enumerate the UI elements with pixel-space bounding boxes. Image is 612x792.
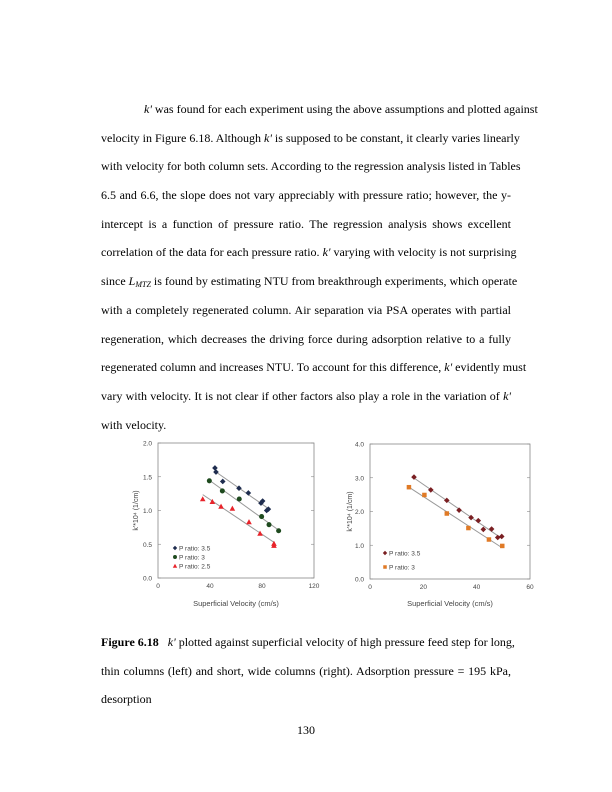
y-tick-label: 0.5 [142,541,152,549]
text-run: intercept is a function of pressure ratio. The regression analysis shows excellent [101,216,511,231]
page-number: 130 [297,723,315,737]
data-point [499,534,505,540]
data-point [407,485,411,489]
x-tick-label: 40 [206,583,214,590]
trendline [414,478,502,538]
data-point [257,531,263,536]
text-line [101,382,511,411]
text-run: regeneration, which decreases the driving force during adsorption relative to a fully [101,331,511,346]
data-point [271,541,277,546]
text-run: 6.5 and 6.6, the slope does not vary appreciably with pressure ratio; however, the y- [101,188,511,203]
data-point [468,515,474,521]
data-point [210,499,216,504]
text-run: is found by estimating NTU from breakthrough experiments, which operate [150,274,518,289]
data-point [220,479,226,485]
text-run: with velocity for both column sets. According to the regression analysis listed in Tables [101,159,521,174]
text-run: is supposed to be constant, it clearly varies linearly [271,130,520,145]
italic-symbol: k' [503,388,511,403]
data-point [466,526,470,530]
data-point [264,508,270,514]
text-line [101,411,511,440]
data-point [445,511,449,515]
text-run: vary with velocity. It is not clear if other factors also play a role in the variation of [101,388,504,403]
y-axis-label: k'*10⁴ (1/cm) [133,490,140,531]
data-point [495,535,501,541]
data-point [267,522,272,527]
data-point [213,469,219,475]
italic-symbol: L [128,274,136,289]
y-tick-label: 2.0 [354,509,364,516]
text-line [101,353,527,382]
figure-caption [101,628,515,714]
data-point [260,498,266,504]
data-point [246,490,252,496]
trendline [209,480,278,530]
y-tick-label: 4.0 [354,441,364,449]
text-run: evidently must [452,360,527,375]
data-point [259,514,264,519]
data-point [487,537,491,541]
text-line [101,181,511,210]
text-line [101,267,518,296]
italic-symbol: k' [444,360,453,375]
x-axis-label: Superficial Velocity (cm/s) [407,599,493,608]
caption-line3: desorption [101,692,152,707]
data-point [411,474,417,480]
figure-label: Figure 6.18 [101,635,159,649]
data-point [475,518,481,524]
subscript: MTZ [135,280,151,290]
y-tick-label: 1.0 [142,508,152,515]
data-point [276,528,281,533]
body-paragraph [101,95,538,439]
y-tick-label: 3.0 [354,475,364,483]
x-tick-label: 0 [156,583,160,590]
data-point [218,504,224,509]
legend-marker [383,565,387,569]
data-point [237,497,242,502]
data-point [230,506,236,511]
text-run: was found for each experiment using the above assumptions and plotted against [151,102,538,116]
data-point [456,507,462,513]
x-tick-label: 80 [258,583,266,590]
data-point [428,487,434,493]
y-tick-label: 0.0 [142,575,152,583]
data-point [481,527,487,533]
plot-frame [370,444,530,579]
data-point [266,506,272,512]
legend-marker [173,555,177,559]
trendline [203,495,274,543]
text-run: since [101,274,129,289]
text-run: regenerated column and increases NTU. To account for this difference, [101,360,445,375]
x-tick-label: 120 [308,583,320,590]
x-tick-label: 60 [526,584,534,591]
x-tick-label: 40 [473,584,481,591]
text-run: with a completely regenerated column. Air separation via PSA operates with partial [101,302,511,317]
y-tick-label: 0.0 [354,576,364,584]
y-axis-label: k'*10⁴ (1/cm) [347,491,354,532]
data-point [258,500,264,506]
caption-line1: plotted against superficial velocity of high pressure feed step for long, [175,635,515,649]
text-line [101,210,511,239]
data-point [444,498,450,504]
italic-symbol: k' [322,245,331,260]
text-run: with velocity. [101,417,167,432]
x-tick-label: 20 [419,584,427,591]
legend-marker [173,546,177,550]
data-point [207,478,212,483]
caption-kprime: k' [167,635,176,649]
y-tick-label: 1.0 [354,542,364,550]
text-line [101,124,520,153]
data-point [220,488,225,493]
legend-label: P ratio: 3.5 [389,550,421,558]
text-line [101,325,511,354]
data-point [422,493,426,497]
y-tick-label: 1.5 [142,474,152,482]
text-run: correlation of the data for each pressure ratio. [101,245,323,260]
plot-frame [158,443,314,578]
text-line [101,95,538,124]
legend-label: P ratio: 3.5 [179,545,211,553]
legend-label: P ratio: 3 [179,554,205,562]
x-axis-label: Superficial Velocity (cm/s) [193,599,279,608]
text-line [101,238,517,267]
x-tick-label: 0 [368,584,372,591]
data-point [246,519,252,524]
legend-marker [383,551,387,555]
italic-symbol: k' [264,130,272,145]
text-run: velocity in Figure 6.18. Although [101,130,264,145]
trendline [215,471,268,508]
text-run: varying with velocity is not surprising [330,245,517,260]
data-point [271,543,277,548]
trendline [409,487,502,548]
data-point [212,465,218,471]
legend-marker [173,564,177,568]
data-point [500,544,504,548]
text-line [101,152,521,181]
legend-label: P ratio: 2.5 [179,563,211,571]
data-point [236,485,242,491]
caption-line2: thin columns (left) and short, wide columns (right). Adsorption pressure = 195 kPa, [101,663,511,678]
italic-symbol: k' [144,102,152,116]
legend-label: P ratio: 3 [389,564,415,572]
data-point [489,526,495,532]
y-tick-label: 2.0 [142,440,152,448]
data-point [200,496,206,501]
text-line [101,296,511,325]
